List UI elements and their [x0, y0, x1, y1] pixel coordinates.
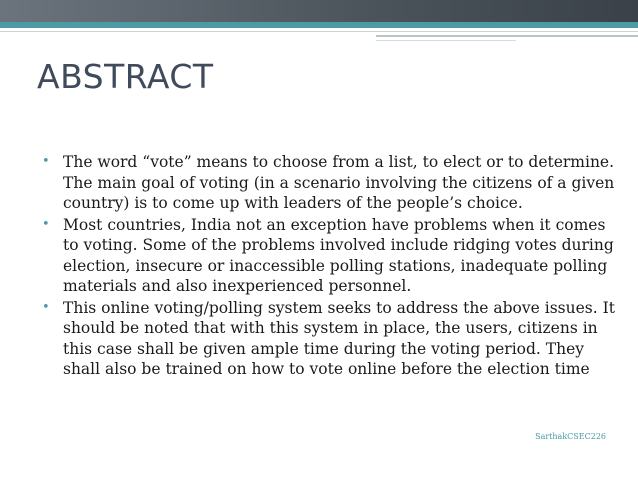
- bullet-text: Most countries, India not an exception have problems when it comes to voting. Some of the problems involved include ridging votes during election, insecure or inaccessible polling stations, inadequate polling materials and also inexperienced personnel.: [63, 215, 614, 295]
- decor-line: [376, 35, 638, 37]
- accent-band: [0, 22, 638, 28]
- slide-title: ABSTRACT: [37, 57, 214, 96]
- bullet-icon: •: [42, 154, 50, 169]
- bullet-icon: •: [42, 216, 50, 232]
- slide-footer: SarthakCSEC226: [535, 432, 606, 441]
- bullet-text: The word “vote” means to choose from a list, to elect or to determine. The main goal of voting (in a scenario involving the citizens of a given country) is to come up with leaders of the people’s choice.: [63, 153, 615, 212]
- header-band: [0, 0, 638, 22]
- bullet-item: [42, 152, 617, 214]
- decor-line: [376, 40, 516, 41]
- bullet-item: [42, 298, 617, 380]
- bullet-item: [42, 215, 617, 297]
- decor-line: [0, 31, 638, 32]
- bullet-icon: •: [42, 299, 50, 315]
- bullet-text: This online voting/polling system seeks to address the above issues. It should be noted that with this system in place, the users, citizens in this case shall be given ample time during the voting period. They shall also be trained on how to vote online before the election time: [63, 298, 615, 378]
- bullet-list: [42, 152, 617, 381]
